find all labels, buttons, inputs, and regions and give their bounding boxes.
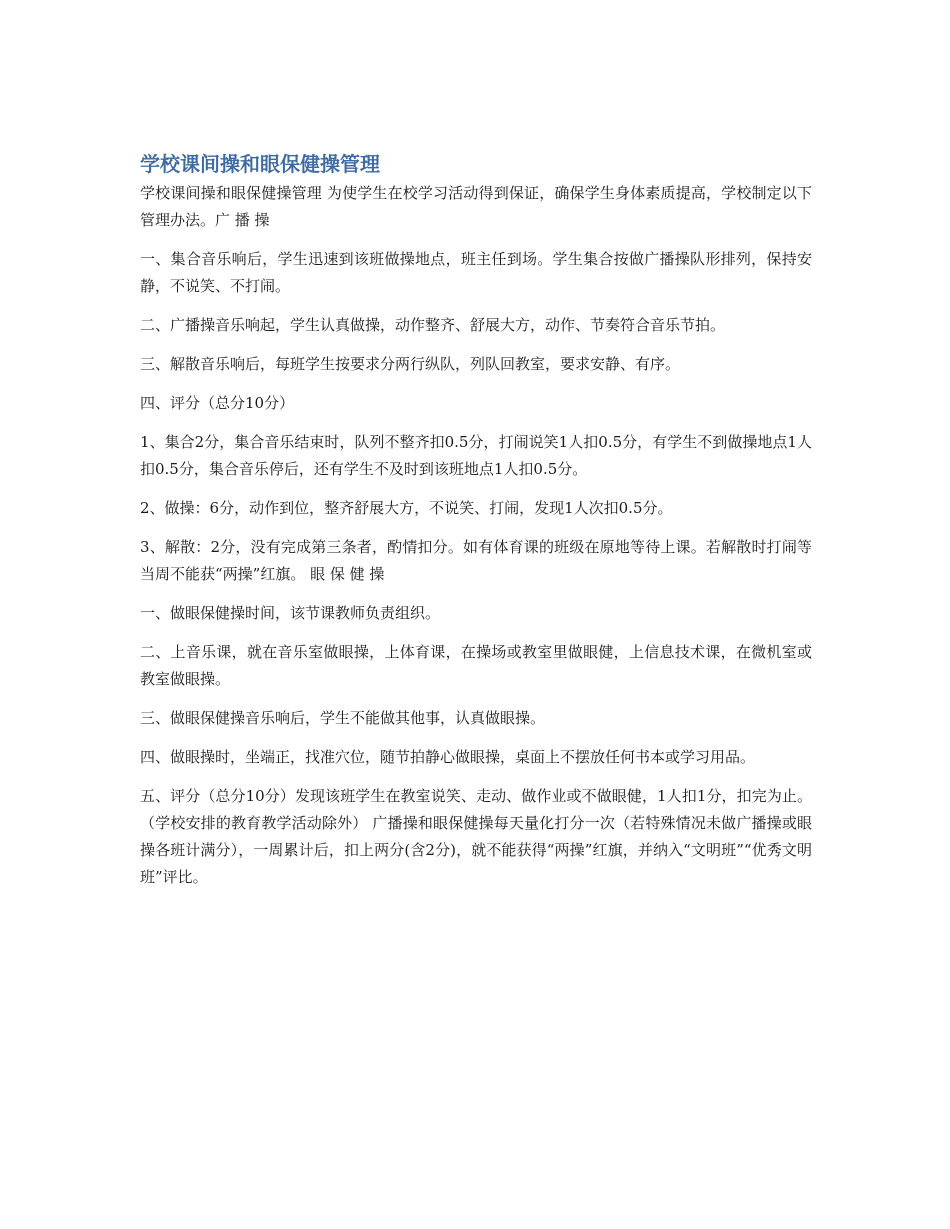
intro-paragraph: 学校课间操和眼保健操管理 为使学生在校学习活动得到保证，确保学生身体素质提高，学校制定以下管理办法。广 播 操 bbox=[140, 184, 812, 229]
paragraph-4: 四、评分（总分10分） bbox=[140, 394, 295, 412]
paragraph-6: 2、做操：6分，动作到位，整齐舒展大方，不说笑、打闹，发现1人次扣0.5分。 bbox=[140, 499, 673, 517]
paragraph-8: 一、做眼保健操时间，该节课教师负责组织。 bbox=[140, 604, 441, 622]
paragraph-2: 二、广播操音乐响起，学生认真做操，动作整齐、舒展大方，动作、节奏符合音乐节拍。 bbox=[140, 316, 726, 334]
paragraph-9: 二、上音乐课，就在音乐室做眼操，上体育课，在操场或教室里做眼健，上信息技术课，在微机室或教室做眼操。 bbox=[140, 643, 812, 688]
paragraph-7: 3、解散：2分，没有完成第三条者，酌情扣分。如有体育课的班级在原地等待上课。若解散时打闹等当周不能获“两操”红旗。 眼 保 健 操 bbox=[140, 538, 812, 583]
paragraph-11: 四、做眼操时，坐端正，找准穴位，随节拍静心做眼操，桌面上不摆放任何书本或学习用品。 bbox=[140, 748, 756, 766]
paragraph-5: 1、集合2分，集合音乐结束时，队列不整齐扣0.5分，打闹说笑1人扣0.5分，有学生不到做操地点1人扣0.5分，集合音乐停后，还有学生不及时到该班地点1人扣0.5分。 bbox=[140, 433, 812, 478]
document-title: 学校课间操和眼保健操管理 bbox=[140, 152, 380, 176]
paragraph-12: 五、评分（总分10分）发现该班学生在教室说笑、走动、做作业或不做眼健，1人扣1分，扣完为止。（学校安排的教育教学活动除外） 广播操和眼保健操每天量化打分一次（若特殊情况未做广播操或眼操各班计满分），一周累计后，扣上两分(含2分)，就不能获得“两操”红旗，并纳入“文明班”“优秀文明班”评比。 bbox=[140, 787, 812, 886]
document-page bbox=[140, 150, 812, 903]
paragraph-10: 三、做眼保健操音乐响后，学生不能做其他事，认真做眼操。 bbox=[140, 709, 546, 727]
paragraph-3: 三、解散音乐响后，每班学生按要求分两行纵队，列队回教室，要求安静、有序。 bbox=[140, 355, 681, 373]
paragraph-1: 一、集合音乐响后，学生迅速到该班做操地点，班主任到场。学生集合按做广播操队形排列，保持安静，不说笑、不打闹。 bbox=[140, 250, 812, 295]
